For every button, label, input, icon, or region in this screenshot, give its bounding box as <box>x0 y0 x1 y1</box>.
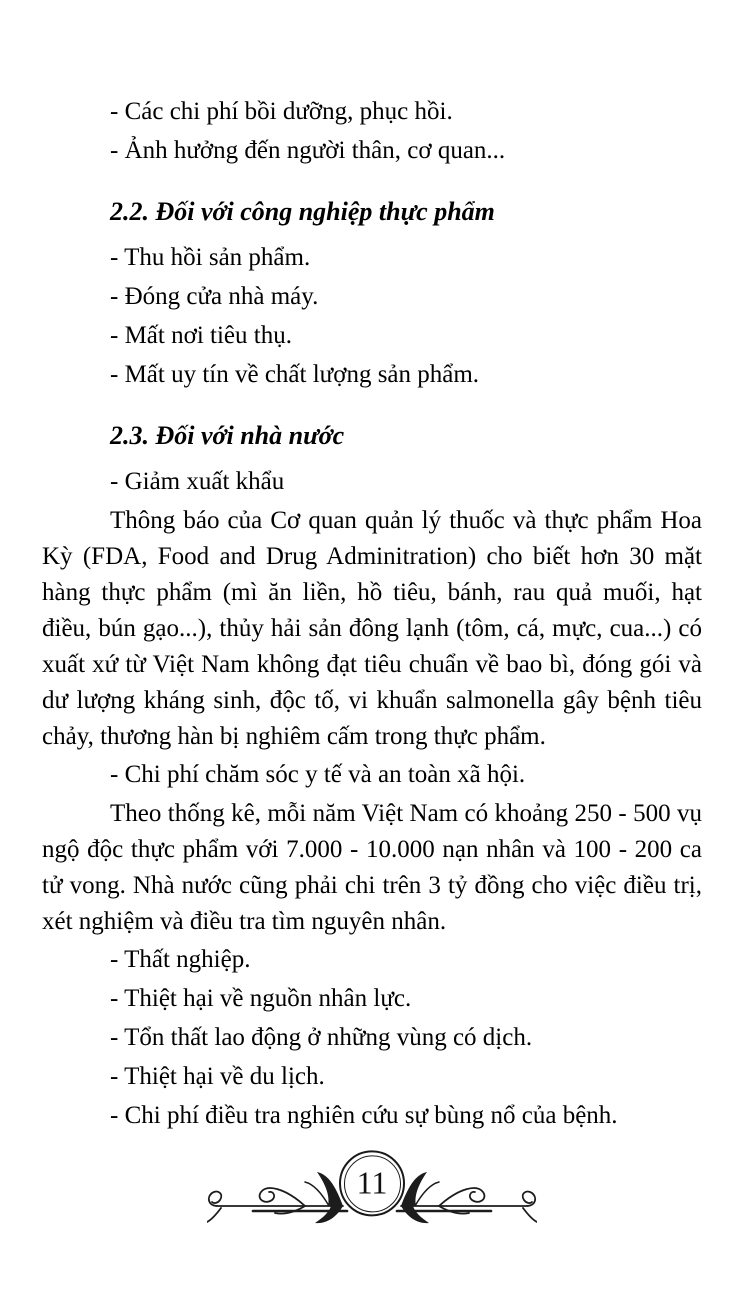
paragraph-fda: Thông báo của Cơ quan quản lý thuốc và thực phẩm Hoa Kỳ (FDA, Food and Drug Adminitration) cho biết hơn 30 mặt hàng thực phẩm (mì ăn liền, hồ tiêu, bánh, rau quả muối, hạt điều, bún gạo...), thủy hải sản đông lạnh (tôm, cá, mực, cua...) có xuất xứ từ Việt Nam không đạt tiêu chuẩn về bao bì, đóng gói và dư lượng kháng sinh, độc tố, vi khuẩn salmonella gây bệnh tiêu chảy, thương hàn bị nghiêm cấm trong thực phẩm. <box>42 507 702 750</box>
page-number-ring <box>344 1155 401 1212</box>
bullet-item: - Giảm xuất khẩu <box>110 468 285 495</box>
page-number: 11 <box>356 1164 388 1201</box>
paragraph-statistics: Theo thống kê, mỗi năm Việt Nam có khoảng 250 - 500 vụ ngộ độc thực phẩm với 7.000 - 10.000 nạn nhân và 100 - 200 ca tử vong. Nhà nước cũng phải chi trên 3 tỷ đồng cho việc điều trị, xét nghiệm và điều tra tìm nguyên nhân. <box>42 800 702 935</box>
bullet-item: - Ảnh hưởng đến người thân, cơ quan... <box>110 137 506 164</box>
bullet-item: - Mất nơi tiêu thụ. <box>110 322 292 349</box>
bullet-item: - Chi phí điều tra nghiên cứu sự bùng nổ của bệnh. <box>110 1102 618 1129</box>
bullet-item: - Thiệt hại về nguồn nhân lực. <box>110 985 412 1012</box>
section-heading-2-2: 2.2. Đối với công nghiệp thực phẩm <box>110 197 495 226</box>
bullet-item: - Thất nghiệp. <box>110 946 251 973</box>
bullet-item: - Các chi phí bồi dưỡng, phục hồi. <box>110 98 453 125</box>
bullet-item: - Chi phí chăm sóc y tế và an toàn xã hội. <box>110 761 526 788</box>
bullet-item: - Thu hồi sản phẩm. <box>110 244 311 271</box>
page-content <box>42 94 702 1137</box>
bullet-item: - Tổn thất lao động ở những vùng có dịch. <box>110 1024 533 1051</box>
page-number-badge <box>339 1150 405 1216</box>
section-heading-2-3: 2.3. Đối với nhà nước <box>110 421 345 450</box>
bullet-item: - Thiệt hại về du lịch. <box>110 1063 325 1090</box>
bullet-item: - Mất uy tín về chất lượng sản phẩm. <box>110 361 480 388</box>
bullet-item: - Đóng cửa nhà máy. <box>110 283 319 310</box>
page-footer <box>0 1130 744 1242</box>
